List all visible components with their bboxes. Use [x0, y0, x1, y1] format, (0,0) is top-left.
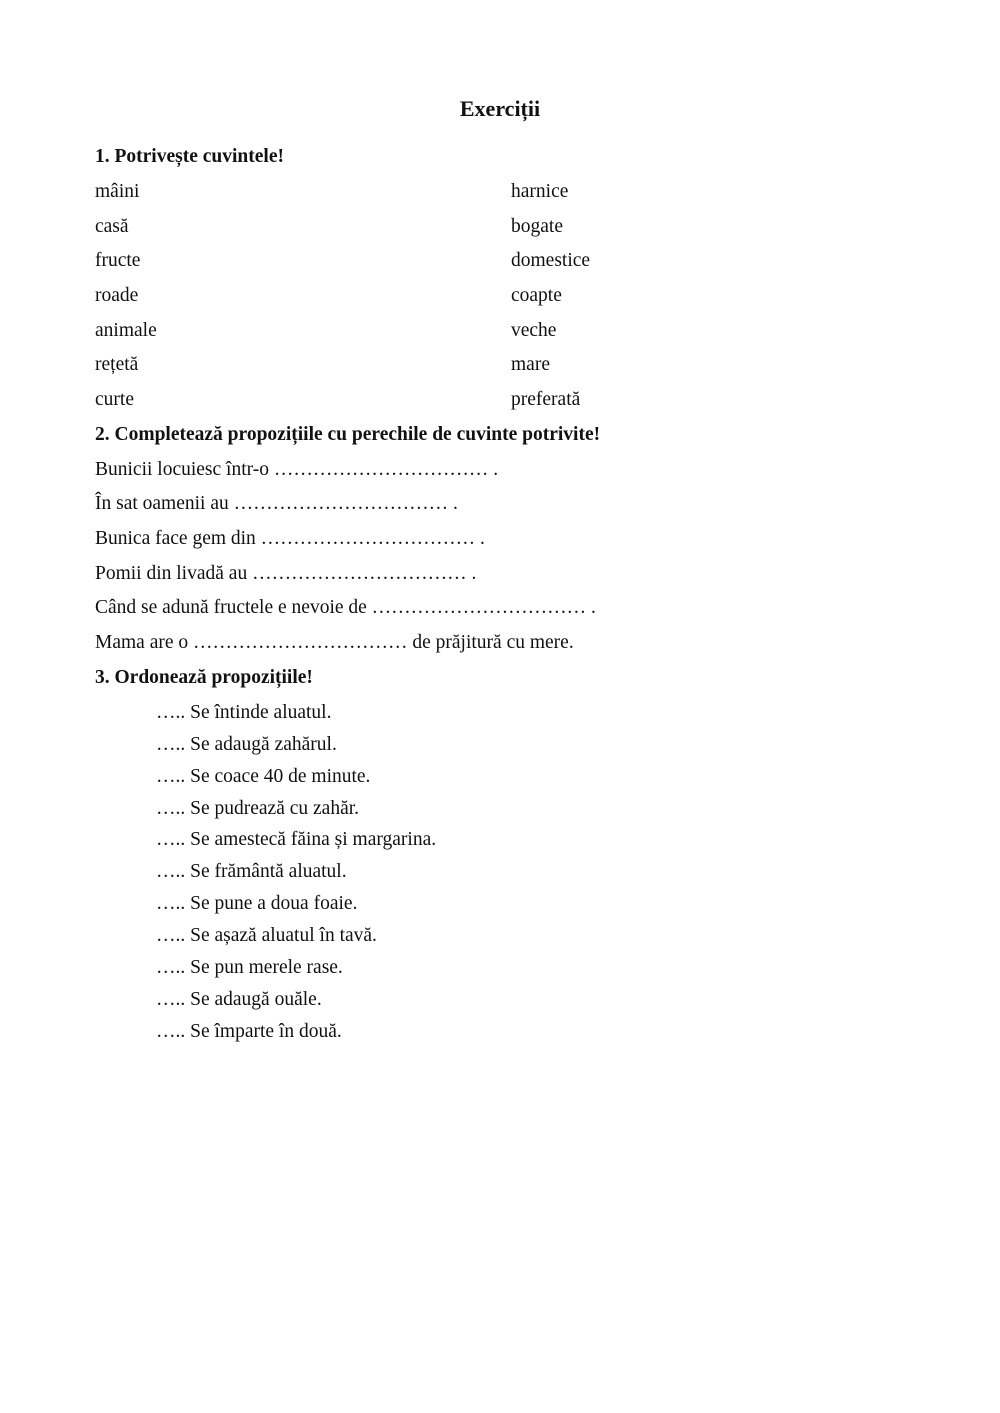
- order-step: ….. Se frământă aluatul.: [156, 861, 347, 882]
- match-right-word: bogate: [511, 216, 563, 237]
- fill-in-sentence: În sat oamenii au …………………………… .: [95, 493, 458, 514]
- order-step: ….. Se adaugă zahărul.: [156, 734, 337, 755]
- order-step: ….. Se pun merele rase.: [156, 957, 343, 978]
- match-left-word: fructe: [95, 250, 141, 271]
- page-title: Exerciții: [459, 96, 541, 121]
- fill-in-sentence: Când se adună fructele e nevoie de …………………………… .: [95, 597, 596, 618]
- order-step: ….. Se pune a doua foaie.: [156, 893, 358, 914]
- match-right-word: coapte: [511, 285, 562, 306]
- fill-in-sentence: Pomii din livadă au …………………………… .: [95, 563, 477, 584]
- match-left-word: animale: [95, 320, 157, 341]
- fill-in-sentence: Bunicii locuiesc într-o …………………………… .: [95, 459, 499, 480]
- fill-in-sentence: Mama are o …………………………… de prăjitură cu mere.: [95, 632, 574, 653]
- match-left-word: roade: [95, 285, 139, 306]
- order-step: ….. Se coace 40 de minute.: [156, 766, 371, 787]
- match-right-word: preferată: [511, 389, 581, 410]
- match-right-word: veche: [511, 320, 557, 341]
- exercise-2-heading: 2. Completează propozițiile cu perechile de cuvinte potrivite!: [95, 424, 601, 445]
- match-right-word: mare: [511, 354, 550, 375]
- match-right-word: domestice: [511, 250, 591, 271]
- order-step: ….. Se amestecă făina și margarina.: [156, 829, 437, 850]
- exercise-3-heading: 3. Ordonează propozițiile!: [95, 667, 313, 688]
- match-left-word: rețetă: [95, 354, 139, 375]
- match-left-word: casă: [95, 216, 129, 237]
- order-step: ….. Se întinde aluatul.: [156, 702, 332, 723]
- match-left-word: curte: [95, 389, 134, 410]
- order-step: ….. Se împarte în două.: [156, 1021, 342, 1042]
- order-step: ….. Se așază aluatul în tavă.: [156, 925, 377, 946]
- match-right-word: harnice: [511, 181, 569, 202]
- order-step: ….. Se adaugă ouăle.: [156, 989, 322, 1010]
- match-left-word: mâini: [95, 181, 140, 202]
- fill-in-sentence: Bunica face gem din …………………………… .: [95, 528, 485, 549]
- exercise-1-heading: 1. Potrivește cuvintele!: [95, 146, 284, 167]
- order-step: ….. Se pudrează cu zahăr.: [156, 798, 360, 819]
